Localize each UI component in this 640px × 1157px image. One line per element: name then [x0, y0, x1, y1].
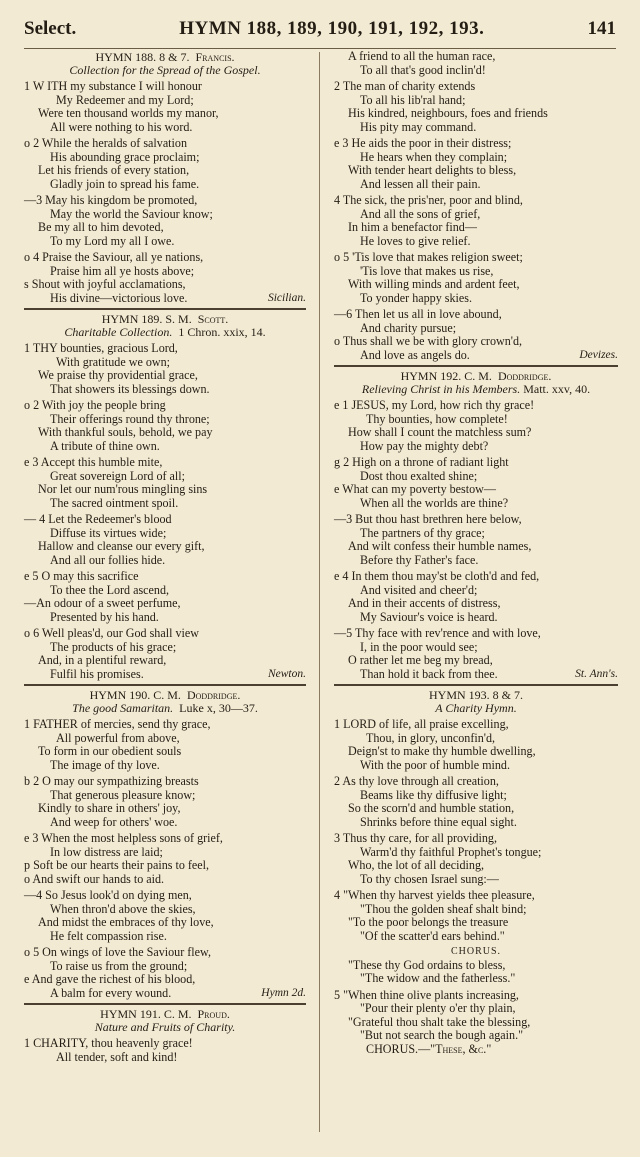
verse-line: 5 "When thine olive plants increasing,: [334, 987, 519, 1002]
verse-line: e 3 He aids the poor in their distress;: [334, 136, 512, 150]
hymn-heading: HYMN 188. 8 & 7. Francis.: [95, 50, 235, 64]
verse-line: Shrinks before thine equal sight.: [360, 814, 517, 829]
verse-line: Praise him all ye hosts above;: [50, 263, 195, 278]
hymn-separator: [334, 684, 618, 686]
verse-line: And all our follies hide.: [50, 552, 166, 567]
verse-line: To all his lib'ral hand;: [360, 92, 466, 107]
verse-line: That generous pleasure know;: [50, 787, 196, 802]
verse-line: With thankful souls, behold, we pay: [38, 425, 213, 439]
scripture-reference: Luke x, 30—37.: [179, 700, 258, 715]
hymn-191: [24, 1008, 306, 1064]
verse-line: In low distress are laid;: [50, 844, 163, 859]
hymn-author: Doddridge.: [186, 688, 241, 702]
verse-line: e 4 In them thou may'st be cloth'd and fed,: [334, 569, 540, 583]
verse-line: Diffuse its virtues wide;: [50, 525, 167, 540]
verse-line: Beams like thy diffusive light;: [360, 787, 507, 802]
verse-line: 1 FATHER of mercies, send thy grace,: [24, 717, 211, 731]
verse-line: And midst the embraces of thy love,: [38, 915, 214, 929]
verse-line: May the world the Saviour know;: [50, 206, 213, 221]
verse-line: Let his friends of every station,: [38, 163, 190, 177]
verse-line: He felt compassion rise.: [50, 928, 167, 943]
hymn-subtitle: The good Samaritan. Luke x, 30—37.: [72, 700, 258, 715]
verse-line: With tender heart delights to bless,: [348, 163, 517, 177]
verse-line: o 5 On wings of love the Saviour flew,: [24, 945, 211, 959]
verse-line: My Saviour's voice is heard.: [360, 609, 498, 624]
column-divider: [319, 52, 320, 1132]
verse-line: —4 So Jesus look'd on dying men,: [24, 888, 192, 902]
verse-line: Their offerings round thy throne;: [50, 411, 210, 426]
chorus-label: CHORUS.: [450, 946, 502, 957]
verse-line: To all that's good inclin'd!: [360, 62, 486, 77]
verse-line: 2 The man of charity extends: [334, 79, 476, 93]
tune-name: Newton.: [267, 667, 306, 680]
section-label: Select.: [24, 18, 77, 39]
verse-line: A friend to all the human race,: [348, 49, 496, 63]
verse-line: The sacred ointment spoil.: [50, 495, 179, 510]
verse-line: 2 As thy love through all creation,: [334, 774, 499, 788]
hymn-author: Scott.: [197, 312, 229, 326]
verse-line: 3 Thus thy care, for all providing,: [334, 831, 498, 845]
verse-line: How shall I count the matchless sum?: [348, 425, 532, 439]
verse-line: 4 The sick, the pris'ner, poor and blind,: [334, 193, 523, 207]
hymn-188: [24, 51, 306, 305]
verse-line: —6 Then let us all in love abound,: [334, 307, 502, 321]
hymn-separator: [24, 308, 306, 310]
chorus-line: "The widow and the fatherless.": [360, 971, 516, 985]
verse-line: g 2 High on a throne of radiant light: [334, 455, 509, 469]
verse-line: Than hold it back from thee. St. Ann's.: [360, 666, 618, 681]
hymn-190: [24, 689, 306, 1000]
verse-line: Be my all to him devoted,: [38, 220, 164, 234]
tune-name: St. Ann's.: [575, 667, 618, 680]
verse-line: He loves to give relief.: [360, 233, 471, 248]
hymn-separator: [24, 1003, 306, 1005]
verse-line: Great sovereign Lord of all;: [50, 468, 185, 483]
chorus-reference: CHORUS.—"These, &c.": [366, 1041, 492, 1056]
verse-line: With willing minds and ardent feet,: [348, 277, 520, 291]
verse-line: 1 LORD of life, all praise excelling,: [334, 717, 509, 731]
verse-line: To thy chosen Israel sung:—: [360, 871, 499, 886]
scripture-reference: 1 Chron. xxix, 14.: [178, 324, 266, 339]
verse-line: To my Lord my all I owe.: [50, 233, 175, 248]
verse-line: —3 But thou hast brethren here below,: [334, 512, 522, 526]
hymn-189: [24, 313, 306, 681]
verse-line: With the poor of humble mind.: [360, 757, 510, 772]
hymn-subtitle: Charitable Collection. 1 Chron. xxix, 14.: [64, 324, 266, 339]
hymn-subtitle: A Charity Hymn.: [435, 700, 517, 715]
verse-line: Gladly join to spread his fame.: [50, 176, 200, 191]
verse-line: —An odour of a sweet perfume,: [24, 596, 181, 610]
hymn-heading: HYMN 190. C. M. Doddridge.: [89, 688, 241, 702]
verse-line: "To the poor belongs the treasure: [348, 915, 509, 929]
verse-line: To thee the Lord ascend,: [50, 582, 170, 597]
verse-line: Dost thou exalted shine;: [360, 468, 478, 483]
verse-line: 'Tis love that makes us rise,: [360, 263, 494, 278]
verse-line: To raise us from the ground;: [50, 958, 188, 973]
verse-line: p Soft be our hearts their pains to feel,: [24, 858, 210, 872]
verse-line: "Of the scatter'd ears behind.": [360, 928, 505, 943]
verse-line: o 4 Praise the Saviour, all ye nations,: [24, 250, 204, 264]
verse-line: O rather let me beg my bread,: [348, 653, 493, 667]
verse-line: And all the sons of grief,: [360, 206, 481, 221]
verse-line: I, in the poor would see;: [360, 639, 478, 654]
verse-line: With gratitude we own;: [56, 354, 171, 369]
verse-line: And love as angels do. Devizes.: [360, 347, 618, 362]
verse-line: Nor let our num'rous mingling sins: [38, 482, 208, 496]
hymn-separator: [334, 365, 618, 367]
verse-line: Presented by his hand.: [50, 609, 159, 624]
verse-line: And wilt confess their humble names,: [348, 539, 532, 553]
verse-line: 1 W ITH my substance I will honour: [24, 79, 202, 93]
verse-line: A tribute of thine own.: [50, 438, 160, 453]
verse-line: When all the worlds are thine?: [360, 495, 509, 510]
verse-line: 1 THY bounties, gracious Lord,: [24, 341, 178, 355]
left-column: [24, 50, 306, 1064]
scripture-reference: Matt. xxv, 40.: [523, 381, 591, 396]
verse-line: Thy bounties, how complete!: [366, 411, 508, 426]
verse-line: All were nothing to his word.: [50, 119, 193, 134]
verse-line: And lessen all their pain.: [360, 176, 481, 191]
verse-line: e 1 JESUS, my Lord, how rich thy grace!: [334, 398, 535, 412]
hymn-heading: HYMN 193. 8 & 7.: [428, 688, 523, 702]
verse-line: o 2 With joy the people bring: [24, 398, 166, 412]
verse-line: Thou, in glory, unconfin'd,: [366, 730, 496, 745]
verse-line: And charity pursue;: [360, 320, 457, 335]
hymn-heading: HYMN 192. C. M. Doddridge.: [400, 369, 552, 383]
verse-line: — 4 Let the Redeemer's blood: [24, 512, 172, 526]
verse-line: o 6 Well pleas'd, our God shall view: [24, 626, 199, 640]
hymn-192: [334, 370, 618, 681]
verse-line: How pay the mighty debt?: [360, 438, 489, 453]
verse-line: o 5 'Tis love that makes religion sweet;: [334, 250, 523, 264]
hymn-author: Doddridge.: [497, 369, 552, 383]
hymn-heading: HYMN 189. S. M. Scott.: [101, 312, 229, 326]
verse-line: o Thus shall we be with glory crown'd,: [334, 334, 523, 348]
verse-line: b 2 O may our sympathizing breasts: [24, 774, 199, 788]
hymn-author: Francis.: [195, 50, 235, 64]
page-header: [24, 18, 616, 49]
verse-line: He hears when they complain;: [360, 149, 508, 164]
hymn-subtitle: Collection for the Spread of the Gospel.: [69, 62, 261, 77]
verse-line: Warm'd thy faithful Prophet's tongue;: [360, 844, 542, 859]
verse-line: In him a benefactor find—: [348, 220, 477, 234]
verse-line: —5 Thy face with rev'rence and with love,: [334, 626, 541, 640]
verse-line: Kindly to share in others' joy,: [38, 801, 181, 815]
verse-line: And in their accents of distress,: [348, 596, 501, 610]
verse-line: Were ten thousand worlds my manor,: [38, 106, 219, 120]
tune-name: Sicilian.: [267, 291, 306, 304]
verse-line: Hallow and cleanse our every gift,: [38, 539, 205, 553]
verse-line: e And gave the richest of his blood,: [24, 972, 196, 986]
verse-line: Who, the lot of all deciding,: [348, 858, 485, 872]
verse-line: "Grateful thou shalt take the blessing,: [348, 1014, 531, 1029]
verse-line: Deign'st to make thy humble dwelling,: [348, 744, 536, 758]
verse-line: That showers its blessings down.: [50, 381, 210, 396]
verse-line: So the scorn'd and humble station,: [348, 801, 515, 815]
verse-line: e 3 Accept this humble mite,: [24, 455, 163, 469]
verse-line: e 5 O may this sacrifice: [24, 569, 139, 583]
page-number: 141: [587, 18, 616, 39]
verse-line: All tender, soft and kind!: [56, 1049, 178, 1064]
verse-line: The partners of thy grace;: [360, 525, 485, 540]
verse-line: His abounding grace proclaim;: [50, 149, 200, 164]
verse-line: And visited and cheer'd;: [360, 582, 478, 597]
verse-line: My Redeemer and my Lord;: [56, 92, 194, 107]
verse-line: We praise thy providential grace,: [38, 368, 198, 382]
hymn-heading: HYMN 191. C. M. Proud.: [100, 1007, 230, 1021]
hymn-subtitle: Nature and Fruits of Charity.: [94, 1019, 236, 1034]
verse-line: His pity may command.: [360, 119, 477, 134]
verse-line: To form in our obedient souls: [38, 744, 182, 758]
tune-name: Hymn 2d.: [261, 986, 306, 999]
hymn-191-continued: [334, 50, 618, 362]
verse-line: e 3 When the most helpless sons of grief,: [24, 831, 223, 845]
verse-line: o 2 While the heralds of salvation: [24, 136, 187, 150]
chorus-line: "These thy God ordains to bless,: [348, 957, 506, 972]
verse-line: —3 May his kingdom be promoted,: [24, 193, 198, 207]
verse-line: "But not search the bough again.": [360, 1028, 524, 1042]
hymn-193: [334, 689, 618, 1056]
hymn-separator: [24, 684, 306, 686]
verse-line: A balm for every wound. Hymn 2d.: [50, 985, 306, 1000]
running-title: HYMN 188, 189, 190, 191, 192, 193.: [179, 18, 485, 39]
verse-line: The products of his grace;: [50, 639, 177, 654]
tune-name: Devizes.: [579, 348, 618, 361]
verse-line: Fulfil his promises. Newton.: [50, 666, 306, 681]
verse-line: s Shout with joyful acclamations,: [24, 277, 186, 291]
verse-line: e What can my poverty bestow—: [334, 482, 496, 496]
verse-line: His divine—victorious love. Sicilian.: [50, 290, 306, 305]
hymn-subtitle: Relieving Christ in his Members. Matt. xxv, 40.: [361, 381, 591, 396]
verse-line: Before thy Father's face.: [360, 552, 479, 567]
verse-line: When thron'd above the skies,: [50, 901, 196, 916]
verse-line: The image of thy love.: [50, 757, 160, 772]
verse-line: His kindred, neighbours, foes and friends: [348, 106, 548, 120]
verse-line: To yonder happy skies.: [360, 290, 473, 305]
hymn-author: Proud.: [197, 1007, 230, 1021]
verse-line: o And swift our hands to aid.: [24, 871, 165, 886]
verse-line: "Thou the golden sheaf shalt bind;: [360, 901, 527, 916]
verse-line: All powerful from above,: [56, 730, 180, 745]
verse-line: And weep for others' woe.: [50, 814, 178, 829]
right-column: [334, 50, 618, 1056]
verse-line: "Pour their plenty o'er thy plain,: [360, 1001, 516, 1015]
verse-line: 1 CHARITY, thou heavenly grace!: [24, 1036, 193, 1050]
verse-line: And, in a plentiful reward,: [38, 653, 167, 667]
verse-line: 4 "When thy harvest yields thee pleasure,: [334, 888, 535, 902]
